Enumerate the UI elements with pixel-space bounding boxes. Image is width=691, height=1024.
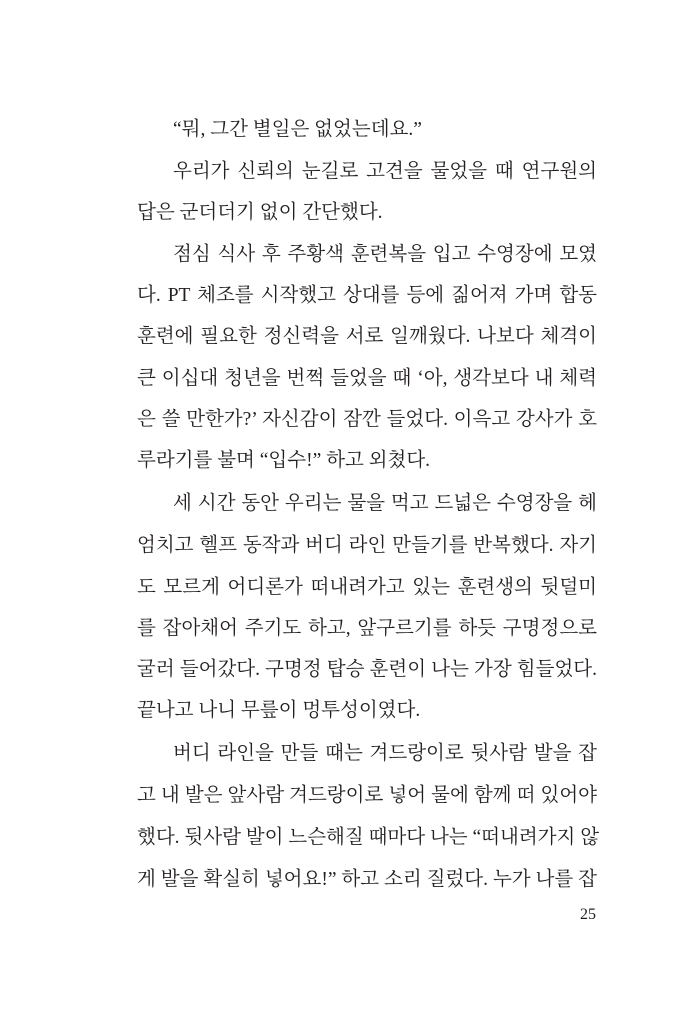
text-line: 세 시간 동안 우리는 물을 먹고 드넓은 수영장을 헤 — [173, 493, 597, 514]
text-line: 도 모르게 어디론가 떠내려가고 있는 훈련생의 뒷덜미 — [137, 577, 597, 598]
text-line: 엄치고 헬프 동작과 버디 라인 만들기를 반복했다. 자기 — [137, 535, 597, 556]
text-line: 훈련에 필요한 정신력을 서로 일깨웠다. 나보다 체격이 — [137, 326, 597, 347]
text-line: 답은 군더더기 없이 간단했다. — [137, 202, 383, 223]
text-line: 굴러 들어갔다. 구명정 탑승 훈련이 나는 가장 힘들었다. — [137, 659, 597, 680]
text-line: 다. PT 체조를 시작했고 상대를 등에 짊어져 가며 합동 — [137, 285, 597, 306]
text-line: 를 잡아채어 주기도 하고, 앞구르기를 하듯 구명정으로 — [137, 618, 597, 639]
text-line: 큰 이십대 청년을 번쩍 들었을 때 ‘아, 생각보다 내 체력 — [137, 368, 597, 389]
text-line: 루라기를 불며 “입수!” 하고 외쳤다. — [137, 450, 431, 471]
text-line: 게 발을 확실히 넣어요!” 하고 소리 질렀다. 누가 나를 잡 — [137, 869, 597, 890]
text-line: 우리가 신뢰의 눈길로 고견을 물었을 때 연구원의 — [173, 161, 597, 182]
text-line: “뭐, 그간 별일은 없었는데요.” — [173, 119, 422, 140]
text-line: 끝나고 나니 무릎이 멍투성이였다. — [137, 700, 421, 721]
text-line: 버디 라인을 만들 때는 겨드랑이로 뒷사람 발을 잡 — [173, 743, 597, 764]
text-line: 은 쓸 만한가?’ 자신감이 잠깐 들었다. 이윽고 강사가 호 — [137, 409, 597, 430]
text-line: 점심 식사 후 주황색 훈련복을 입고 수영장에 모였 — [173, 244, 597, 265]
page-number: 25 — [580, 906, 596, 923]
text-line: 고 내 발은 앞사람 겨드랑이로 넣어 물에 함께 떠 있어야 — [137, 785, 597, 806]
text-line: 했다. 뒷사람 발이 느슨해질 때마다 나는 “떠내려가지 않 — [137, 827, 600, 848]
